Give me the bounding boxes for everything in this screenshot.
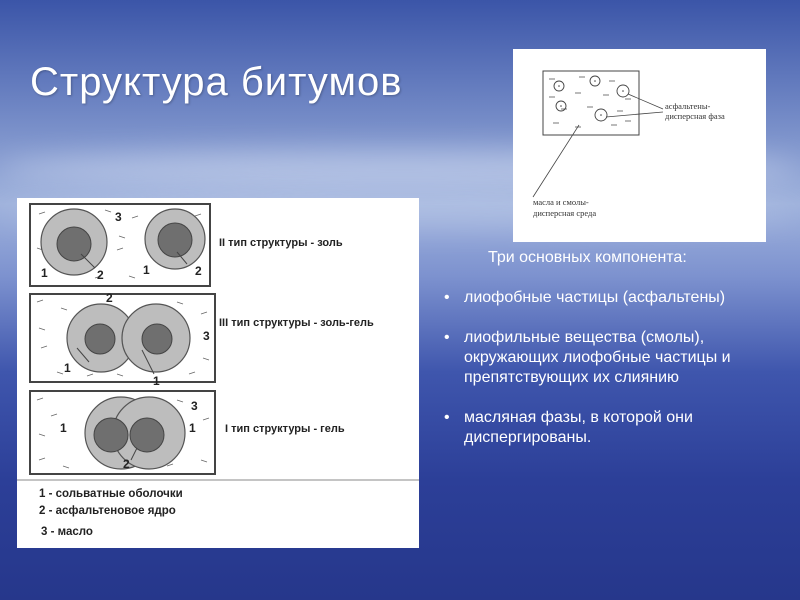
medium-dashes [549,77,631,127]
component-item-oil-phase: • масляная фазы, в которой они диспергированы. [448,408,783,448]
label-2: 2 [97,268,104,282]
sol-structure [30,204,210,286]
label-2: 2 [123,457,130,471]
label-3: 3 [115,210,122,224]
structure-types-svg [17,198,419,548]
label-1: 1 [153,374,160,388]
dispersion-diagram [513,49,766,242]
label-2: 2 [195,264,202,278]
slide-title: Структура битумов [30,60,403,104]
components-intro: Три основных компонента: [488,249,687,266]
sol-gel-type-label: III тип структуры - золь-гель [219,317,374,329]
component-item-lyophobic: • лиофобные частицы (асфальтены) [448,288,783,308]
label-1: 1 [189,421,196,435]
label-1: 1 [64,361,71,375]
label-3: 3 [203,329,210,343]
label-3: 3 [191,399,198,413]
oils-label-line2: дисперсная среда [533,208,597,218]
dispersion-diagram-svg [513,49,766,242]
asphaltenes-label-line2: дисперсная фаза [665,111,725,121]
sol-gel-structure [30,291,215,388]
structure-legend [17,480,419,538]
label-1: 1 [143,263,150,277]
asphaltene-particles [554,76,629,121]
gel-type-label: I тип структуры - гель [225,423,345,435]
structure-types-diagram [17,198,419,548]
legend-asphaltene-core: 2 - асфальтеновое ядро [39,505,176,517]
legend-solvate-shells: 1 - сольватные оболочки [39,488,183,500]
label-1: 1 [41,266,48,280]
sol-type-label: II тип структуры - золь [219,237,343,249]
components-list [448,288,783,448]
components-text [448,248,783,468]
gel-structure [30,391,215,474]
label-1: 1 [60,421,67,435]
label-2: 2 [106,291,113,305]
legend-oil: 3 - масло [41,526,93,538]
oils-label-line1: масла и смолы- [533,197,589,207]
asphaltenes-label-line1: асфальтены- [665,101,711,111]
component-item-lyophilic: • лиофильные вещества (смолы), окружающих лиофобные частицы и препятствующих их слиянию [448,328,783,388]
